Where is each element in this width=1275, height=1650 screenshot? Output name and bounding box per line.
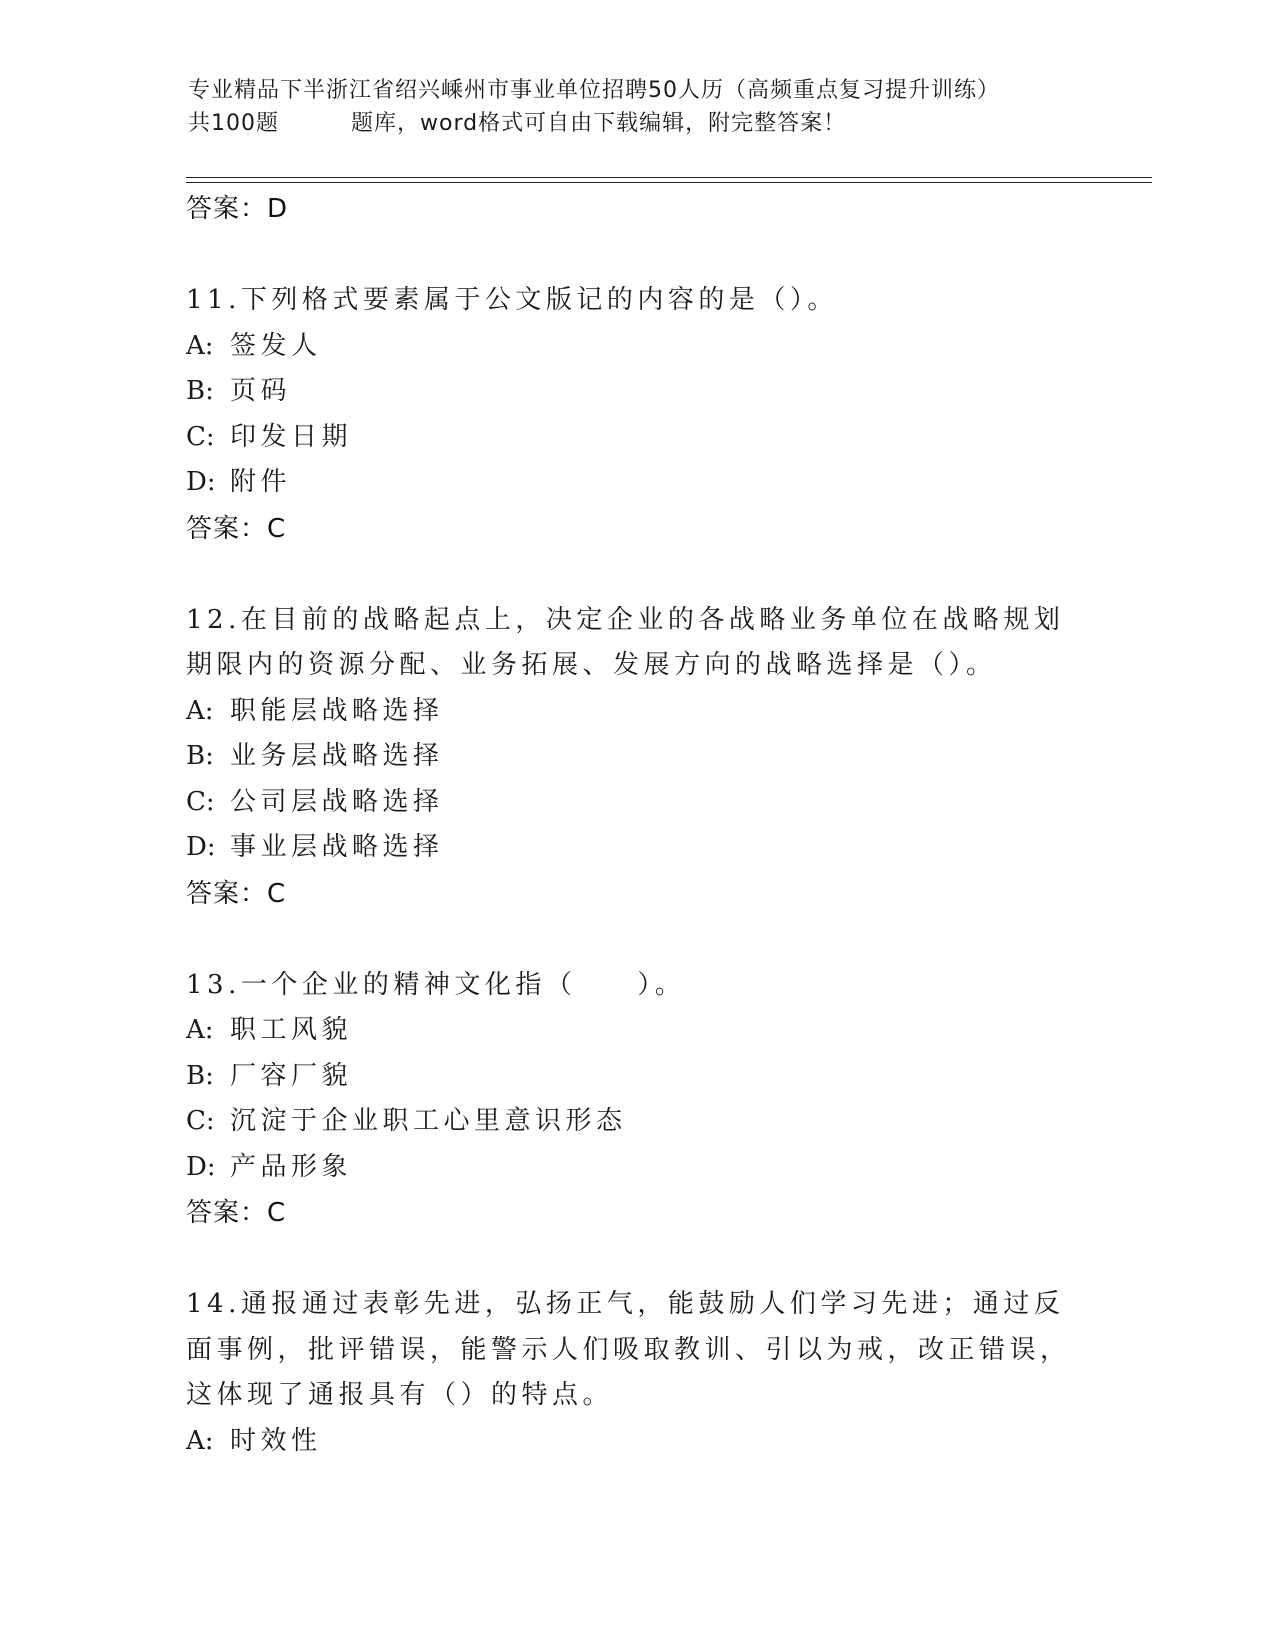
option-text: 页码 (230, 376, 292, 406)
question-text: 14.通报通过表彰先进，弘扬正气，能鼓励人们学习先进；通过反面事例，批评错误，能警示人们吸取教训、引以为戒，改正错误，这体现了通报具有（）的特点。 (186, 1289, 1071, 1410)
option-b (186, 734, 1086, 780)
question-11 (186, 278, 1086, 552)
option-text: 厂容厂貌 (230, 1060, 353, 1091)
answer: 答案：C (186, 513, 287, 544)
option-d (186, 825, 1086, 871)
option-b (186, 369, 1086, 415)
question-13 (186, 963, 1086, 1237)
option-label: B: (186, 1060, 214, 1091)
option-c (186, 415, 1086, 461)
option-label: C: (186, 421, 215, 452)
question-text: 13.一个企业的精神文化指（ ）。 (186, 969, 686, 1000)
question-14 (186, 1282, 1086, 1464)
option-label: A: (186, 330, 214, 361)
option-text: 签发人 (230, 330, 322, 361)
option-label: B: (186, 741, 214, 771)
header-title-line: 专业精品下半浙江省绍兴嵊州市事业单位招聘50人历（高频重点复习提升训练） (188, 78, 1000, 103)
question-12 (186, 598, 1086, 917)
option-label: B: (186, 376, 214, 406)
previous-answer: 答案：D (186, 194, 289, 224)
header-question-count: 共100题 (188, 111, 279, 136)
option-c (186, 780, 1086, 826)
option-label: D: (186, 467, 216, 497)
option-text: 职能层战略选择 (230, 695, 444, 726)
option-label: A: (186, 1425, 214, 1456)
option-a (186, 1008, 1086, 1054)
option-label: A: (186, 695, 214, 726)
header-divider-top (186, 177, 1152, 178)
option-d (186, 1145, 1086, 1191)
question-list (186, 186, 1086, 1464)
option-label: C: (186, 786, 215, 817)
answer: 答案：C (186, 1198, 287, 1228)
option-text: 产品形象 (230, 1151, 353, 1182)
option-text: 职工风貌 (230, 1015, 353, 1045)
option-text: 业务层战略选择 (230, 741, 444, 771)
option-a (186, 1419, 1086, 1465)
option-c (186, 1099, 1086, 1145)
option-text: 印发日期 (230, 421, 353, 452)
option-text: 附件 (230, 467, 292, 497)
option-a (186, 689, 1086, 735)
option-text: 时效性 (230, 1425, 322, 1456)
option-a (186, 324, 1086, 370)
option-d (186, 460, 1086, 506)
option-label: C: (186, 1106, 215, 1136)
page-header (188, 74, 1088, 140)
option-label: D: (186, 832, 216, 862)
question-text: 12.在目前的战略起点上，决定企业的各战略业务单位在战略规划期限内的资源分配、业务拓展、发展方向的战略选择是（）。 (186, 604, 1065, 680)
option-text: 事业层战略选择 (230, 832, 444, 862)
question-text: 11.下列格式要素属于公文版记的内容的是（）。 (186, 285, 838, 315)
header-divider-bottom (186, 182, 1152, 183)
option-text: 沉淀于企业职工心里意识形态 (230, 1106, 627, 1136)
option-label: A: (186, 1015, 214, 1045)
option-text: 公司层战略选择 (230, 786, 444, 817)
option-label: D: (186, 1151, 216, 1182)
header-subtitle-line (188, 107, 1088, 140)
header-format-note: 题库，word格式可自由下载编辑，附完整答案！ (351, 111, 847, 136)
answer: 答案：C (186, 878, 287, 909)
option-b (186, 1054, 1086, 1100)
